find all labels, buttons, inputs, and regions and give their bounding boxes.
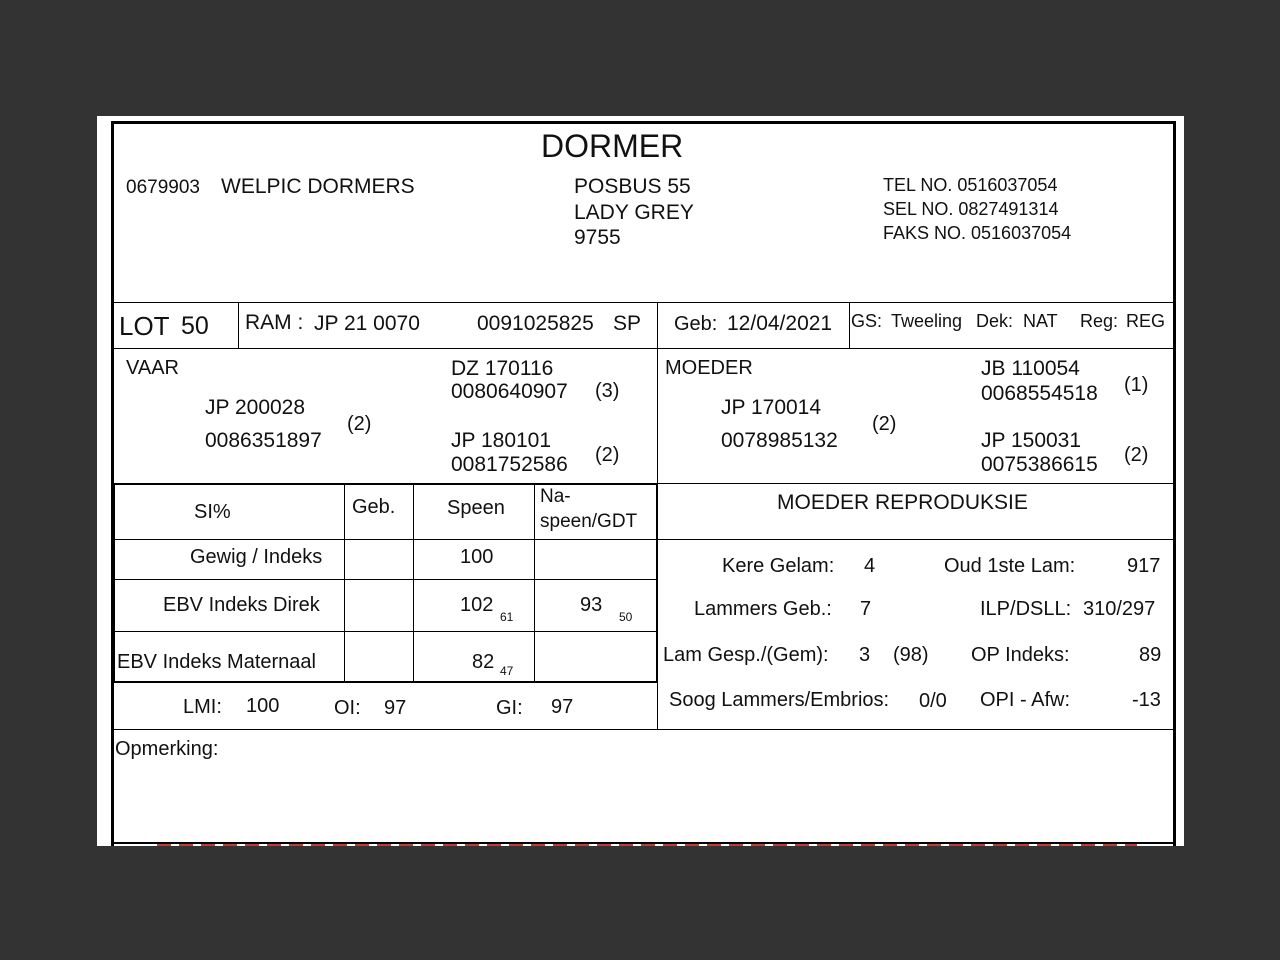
dam-id: JP 170014 (721, 396, 822, 419)
ram-reg-number: 0091025825 (477, 312, 594, 335)
row-ebv-direct-weaning: 102 (460, 594, 494, 616)
si-header-label: SI% (194, 501, 231, 523)
si-header-postweaning-2: speen/GDT (540, 511, 638, 532)
index-row-divider (657, 683, 658, 729)
gi-label: GI: (496, 697, 523, 719)
si-header-bottom-line (113, 539, 658, 540)
gs-value: Tweeling (891, 311, 963, 331)
paternal-grandsire-grade: (3) (595, 380, 620, 402)
geb-divider (849, 302, 850, 348)
maternal-granddam-grade: (2) (1124, 444, 1149, 466)
si-col-divider-2 (413, 483, 414, 681)
repro-title-bottom-line (658, 539, 1173, 540)
maternal-granddam-number: 0075386615 (981, 453, 1098, 476)
paternal-granddam-id: JP 180101 (451, 429, 552, 452)
ilp-dsll-value: 310/297 (1083, 598, 1156, 620)
opi-deviation-label: OPI - Afw: (980, 689, 1071, 711)
si-header-weaning: Speen (447, 497, 505, 519)
repro-title: MOEDER REPRODUKSIE (777, 491, 1028, 514)
breeder-name: WELPIC DORMERS (221, 175, 415, 198)
ilp-dsll-label: ILP/DSLL: (980, 598, 1072, 620)
lambs-weaned-average: (98) (893, 644, 929, 666)
cell-number: SEL NO. 0827491314 (883, 199, 1059, 219)
cut-off-red-text (157, 844, 1137, 846)
lot-label: LOT (119, 311, 170, 341)
address-line-3: 9755 (574, 226, 621, 249)
paternal-granddam-number: 0081752586 (451, 453, 568, 476)
address-line-1: POSBUS 55 (574, 175, 691, 198)
ram-type: SP (613, 312, 642, 335)
birth-date: 12/04/2021 (727, 312, 833, 335)
dam-label: MOEDER (665, 357, 753, 379)
reg-value: REG (1126, 311, 1166, 331)
si-col-divider-3 (534, 483, 535, 681)
remarks-label: Opmerking: (115, 738, 219, 760)
paternal-grandsire-id: DZ 170116 (451, 357, 554, 380)
row-ebv-maternal-weaning-accuracy: 47 (500, 664, 514, 678)
si-table-top-line (113, 483, 658, 485)
row-ebv-direct-label: EBV Indeks Direk (163, 594, 320, 616)
dek-label: Dek: (976, 311, 1014, 331)
lot-row-bottom-line (113, 348, 1173, 349)
maternal-granddam-id: JP 150031 (981, 429, 1082, 452)
times-lambed-label: Kere Gelam: (722, 555, 835, 577)
first-lamb-age-label: Oud 1ste Lam: (944, 555, 1076, 577)
row-ebv-maternal-label: EBV Indeks Maternaal (117, 651, 316, 673)
breed-title: DORMER (541, 128, 684, 164)
si-table-left-border (113, 483, 115, 683)
lmi-label: LMI: (183, 696, 222, 718)
si-row2-bottom-line (113, 631, 658, 632)
foster-lambs-label: Soog Lammers/Embrios: (669, 689, 890, 711)
lambs-born-label: Lammers Geb.: (694, 598, 832, 620)
dam-grade: (2) (872, 413, 897, 435)
address-line-2: LADY GREY (574, 201, 694, 224)
gi-value: 97 (551, 696, 574, 718)
lot-divider (238, 302, 239, 348)
maternal-grandsire-grade: (1) (1124, 374, 1149, 396)
row-weight-index-label: Gewig / Indeks (190, 546, 323, 568)
reg-label: Reg: (1080, 311, 1119, 331)
si-row1-bottom-line (113, 579, 658, 580)
lambs-weaned-label: Lam Gesp./(Gem): (663, 644, 829, 666)
row-weight-index-weaning: 100 (460, 546, 494, 568)
lot-row-top-line (113, 302, 1173, 303)
sire-grade: (2) (347, 413, 372, 435)
row-ebv-direct-weaning-accuracy: 61 (500, 610, 514, 624)
maternal-grandsire-id: JB 110054 (981, 357, 1080, 380)
sire-number: 0086351897 (205, 429, 322, 452)
times-lambed-value: 4 (864, 555, 876, 577)
fax-number: FAKS NO. 0516037054 (883, 223, 1072, 243)
paternal-grandsire-number: 0080640907 (451, 380, 568, 403)
dek-value: NAT (1023, 311, 1058, 331)
op-index-value: 89 (1139, 644, 1162, 666)
op-index-label: OP Indeks: (971, 644, 1070, 666)
index-row-bottom-line (113, 729, 1173, 730)
lambs-weaned-value: 3 (859, 644, 871, 666)
row-ebv-direct-postweaning: 93 (580, 594, 603, 616)
lot-number: 50 (181, 312, 209, 340)
gs-label: GS: (851, 311, 883, 331)
si-table-right-border (656, 483, 658, 683)
foster-lambs-value: 0/0 (919, 690, 947, 712)
si-header-birth: Geb. (352, 496, 396, 518)
center-divider-top (657, 302, 658, 484)
ram-id: JP 21 0070 (314, 312, 420, 335)
lmi-value: 100 (246, 695, 280, 717)
sire-id: JP 200028 (205, 396, 306, 419)
dam-number: 0078985132 (721, 429, 838, 452)
breeder-code: 0679903 (126, 177, 200, 198)
ram-label: RAM : (245, 311, 304, 334)
si-header-postweaning-1: Na- (540, 486, 571, 507)
oi-label: OI: (334, 697, 361, 719)
maternal-grandsire-number: 0068554518 (981, 382, 1098, 405)
first-lamb-age-value: 917 (1127, 555, 1161, 577)
si-col-divider-1 (344, 483, 345, 681)
tel-number: TEL NO. 0516037054 (883, 175, 1058, 195)
row-ebv-maternal-weaning: 82 (472, 651, 495, 673)
oi-value: 97 (384, 697, 407, 719)
si-row3-bottom-line (113, 681, 658, 683)
row-ebv-direct-postweaning-accuracy: 50 (619, 610, 633, 624)
opi-deviation-value: -13 (1132, 689, 1161, 711)
sire-label: VAAR (126, 357, 179, 379)
paternal-granddam-grade: (2) (595, 444, 620, 466)
lambs-born-value: 7 (860, 598, 872, 620)
repro-top-line (658, 483, 1173, 484)
birth-label: Geb: (674, 313, 718, 335)
